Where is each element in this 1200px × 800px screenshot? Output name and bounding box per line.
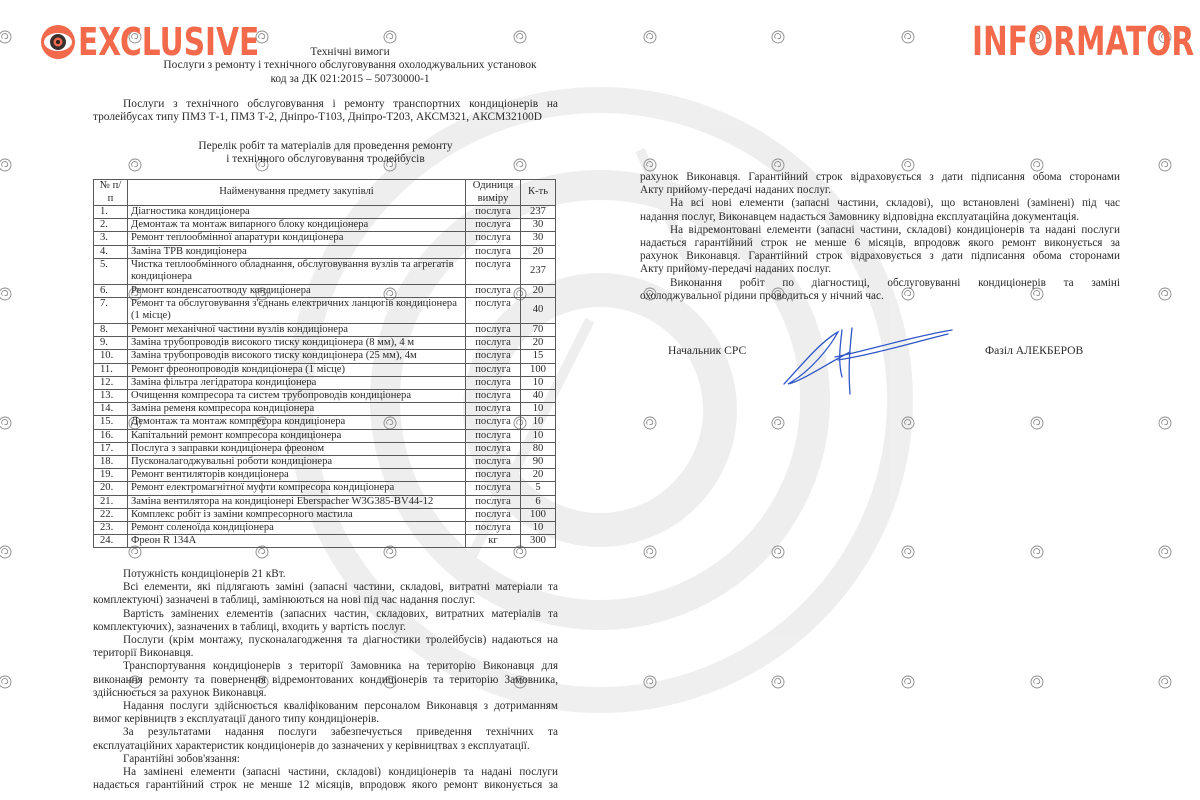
note-cost-1: Вартість замінених елементів (запасних частин, складових, витратних матеріалів та bbox=[123, 607, 558, 620]
row-number: 12. bbox=[94, 376, 128, 389]
row-unit: послуга bbox=[466, 376, 521, 389]
row-number: 7. bbox=[94, 298, 128, 324]
doc-subtitle: Послуги з ремонту і технічного обслуговування охолоджувальних установок bbox=[163, 59, 537, 72]
row-quantity: 10 bbox=[521, 403, 556, 416]
row-quantity: 10 bbox=[521, 522, 556, 535]
table-row bbox=[94, 219, 556, 232]
row-unit: послуга bbox=[466, 522, 521, 535]
col-header-name: Найменування предмету закупівлі bbox=[128, 180, 466, 206]
row-unit: послуга bbox=[466, 495, 521, 508]
watermark-swirl-icon bbox=[1158, 416, 1172, 430]
row-number: 14. bbox=[94, 403, 128, 416]
row-unit: послуга bbox=[466, 337, 521, 350]
table-row bbox=[94, 442, 556, 455]
watermark-swirl-icon bbox=[0, 30, 12, 44]
watermark-swirl-icon bbox=[901, 30, 915, 44]
row-unit: послуга bbox=[466, 298, 521, 324]
list-title bbox=[93, 140, 558, 167]
right-night-1: Виконання робіт по діагностиці, обслуговуванні кондиціонерів та заміні bbox=[670, 276, 1120, 289]
table-row bbox=[94, 376, 556, 389]
doc-code: код за ДК 021:2015 – 50730000-1 bbox=[270, 72, 430, 85]
note-replacement-1: Всі елементи, які підлягають заміні (запасні частини, складові, витратні матеріали та bbox=[123, 581, 558, 594]
row-unit: послуга bbox=[466, 390, 521, 403]
row-name: Ремонт теплообмінної апаратури кондиціонера bbox=[128, 232, 466, 245]
row-name: Фреон R 134A bbox=[128, 535, 466, 548]
row-unit: послуга bbox=[466, 284, 521, 297]
row-name: Заміна трубопроводів високого тиску кондиціонера (8 мм), 4 м bbox=[128, 337, 466, 350]
row-unit: послуга bbox=[466, 206, 521, 219]
document-header bbox=[120, 46, 580, 86]
row-name: Послуга з заправки кондиціонера фреоном bbox=[128, 442, 466, 455]
row-unit: послуга bbox=[466, 429, 521, 442]
table-row bbox=[94, 337, 556, 350]
row-unit: послуга bbox=[466, 508, 521, 521]
row-name: Ремонт механічної частини вузлів кондиціонера bbox=[128, 324, 466, 337]
row-name: Комплекс робіт із заміни компресорного мастила bbox=[128, 508, 466, 521]
row-name: Діагностика кондиціонера bbox=[128, 206, 466, 219]
doc-title: Технічні вимоги bbox=[310, 46, 390, 58]
watermark-swirl-icon bbox=[1158, 287, 1172, 301]
table-row bbox=[94, 403, 556, 416]
note-results-2: експлуатаційних характеристик кондиціонерів до зазначених у керівництвах з експлуатації. bbox=[93, 739, 530, 752]
row-unit: послуга bbox=[466, 482, 521, 495]
row-number: 17. bbox=[94, 442, 128, 455]
note-warranty-heading: Гарантійні зобов'язання: bbox=[123, 752, 240, 765]
watermark-swirl-icon bbox=[0, 545, 12, 559]
row-name: Пусконалагоджувальні роботи кондиціонера bbox=[128, 456, 466, 469]
right-night-2: охолоджувальної рідини проводиться у нічний час. bbox=[640, 289, 884, 302]
note-replacement-2: комплектуючі) зазначені в таблиці, замінюються на нові під час надання послуг. bbox=[93, 594, 476, 607]
list-title-line-1: Перелік робіт та матеріалів для проведення ремонту bbox=[198, 140, 453, 152]
right-repaired-1: На відремонтовані елементи (запасні частини, складові) кондиціонерів та надані послуги bbox=[670, 223, 1120, 236]
watermark-swirl-icon bbox=[1158, 545, 1172, 559]
row-unit: послуга bbox=[466, 245, 521, 258]
row-number: 13. bbox=[94, 390, 128, 403]
watermark-swirl-icon bbox=[643, 545, 657, 559]
watermark-swirl-icon bbox=[901, 545, 915, 559]
row-quantity: 20 bbox=[521, 284, 556, 297]
table-row bbox=[94, 390, 556, 403]
table-row bbox=[94, 206, 556, 219]
right-docs-2: надання послуг, Виконавцем надається Замовнику відповідна експлуатаційна документація. bbox=[640, 210, 1080, 223]
table-row bbox=[94, 324, 556, 337]
watermark-swirl-icon bbox=[901, 158, 915, 172]
table-row bbox=[94, 245, 556, 258]
row-name: Заміна ТРВ кондиціонера bbox=[128, 245, 466, 258]
service-line-1: Послуги з технічного обслуговування і ремонту транспортних кондиціонерів на bbox=[123, 98, 558, 110]
note-cost-2: комплектуючих), зазначених в таблиці, входить у вартість послуг. bbox=[93, 620, 406, 633]
row-number: 1. bbox=[94, 206, 128, 219]
row-quantity: 80 bbox=[521, 442, 556, 455]
watermark-swirl-icon bbox=[643, 675, 657, 689]
table-row bbox=[94, 284, 556, 297]
watermark-swirl-icon bbox=[383, 30, 397, 44]
table-row bbox=[94, 508, 556, 521]
row-number: 3. bbox=[94, 232, 128, 245]
right-warranty-1a: рахунок Виконавця. Гарантійний строк відраховується з дати підписання обома сторонами bbox=[640, 171, 1120, 183]
row-unit: послуга bbox=[466, 232, 521, 245]
watermark-swirl-icon bbox=[1158, 158, 1172, 172]
watermark-swirl-icon bbox=[0, 416, 12, 430]
row-quantity: 300 bbox=[521, 535, 556, 548]
row-name: Ремонт та обслуговування з'єднань електричних ланцюгів кондиціонера (1 місце) bbox=[128, 298, 466, 324]
row-number: 8. bbox=[94, 324, 128, 337]
row-number: 9. bbox=[94, 337, 128, 350]
row-quantity: 15 bbox=[521, 350, 556, 363]
row-number: 16. bbox=[94, 429, 128, 442]
row-quantity: 237 bbox=[521, 258, 556, 284]
informator-logo-text: INFORMATOR bbox=[972, 19, 1195, 65]
exclusive-logo-text: EXCLUSIVE bbox=[78, 20, 260, 64]
row-quantity: 5 bbox=[521, 482, 556, 495]
col-header-unit: Одиниця виміру bbox=[466, 180, 521, 206]
watermark-swirl-icon bbox=[513, 30, 527, 44]
table-row bbox=[94, 232, 556, 245]
table-row bbox=[94, 456, 556, 469]
row-number: 5. bbox=[94, 258, 128, 284]
table-row bbox=[94, 363, 556, 376]
row-name: Очищення компресора та систем трубопроводів кондиціонера bbox=[128, 390, 466, 403]
watermark-swirl-icon bbox=[771, 158, 785, 172]
row-unit: послуга bbox=[466, 469, 521, 482]
row-name: Ремонт електромагнітної муфти компресора кондиціонера bbox=[128, 482, 466, 495]
note-personnel-1: Надання послуги здійснюється кваліфікованим персоналом Виконавця з дотриманням bbox=[123, 700, 558, 713]
watermark-swirl-icon bbox=[1030, 545, 1044, 559]
watermark-swirl-icon bbox=[901, 675, 915, 689]
service-line-2: тролейбусах типу ПМЗ Т-1, ПМЗ Т-2, Дніпро-Т103, Дніпро-Т203, АКСМ321, АКСМ32100D bbox=[93, 111, 542, 124]
row-quantity: 6 bbox=[521, 495, 556, 508]
watermark-swirl-icon bbox=[1030, 158, 1044, 172]
row-number: 21. bbox=[94, 495, 128, 508]
row-number: 6. bbox=[94, 284, 128, 297]
service-description bbox=[93, 98, 558, 125]
row-quantity: 10 bbox=[521, 429, 556, 442]
row-unit: послуга bbox=[466, 363, 521, 376]
row-quantity: 100 bbox=[521, 508, 556, 521]
watermark-swirl-icon bbox=[0, 675, 12, 689]
note-warranty-2: надається гарантійний строк не менше 12 місяців, впродовж якого ремонт виконується за bbox=[93, 779, 558, 792]
row-name: Чистка теплообмінного обладнання, обслуговування вузлів та агрегатів кондиціонера bbox=[128, 258, 466, 284]
row-quantity: 100 bbox=[521, 363, 556, 376]
row-number: 23. bbox=[94, 522, 128, 535]
row-unit: послуга bbox=[466, 456, 521, 469]
row-unit: послуга bbox=[466, 219, 521, 232]
note-transport-3: здійснюється за рахунок Виконавця. bbox=[93, 686, 267, 699]
table-row bbox=[94, 298, 556, 324]
row-quantity: 40 bbox=[521, 390, 556, 403]
row-number: 11. bbox=[94, 363, 128, 376]
note-location-2: території Виконавця. bbox=[93, 647, 194, 660]
right-repaired-4: Акту прийому-передачі наданих послуг. bbox=[640, 263, 832, 276]
watermark-swirl-icon bbox=[0, 158, 12, 172]
eye-logo-icon bbox=[40, 24, 76, 60]
row-unit: послуга bbox=[466, 350, 521, 363]
row-number: 2. bbox=[94, 219, 128, 232]
row-number: 10. bbox=[94, 350, 128, 363]
row-quantity: 10 bbox=[521, 416, 556, 429]
row-quantity: 237 bbox=[521, 206, 556, 219]
col-header-qty: К-ть bbox=[521, 180, 556, 206]
row-name: Ремонт вентиляторів кондиціонера bbox=[128, 469, 466, 482]
watermark-swirl-icon bbox=[643, 158, 657, 172]
right-warranty-1b: Акту прийому-передачі наданих послуг. bbox=[640, 184, 832, 197]
note-warranty-1: На замінені елементи (запасні частини, складові) кондиціонерів та надані послуги bbox=[123, 766, 558, 779]
watermark-swirl-icon bbox=[901, 416, 915, 430]
note-personnel-2: вимог керівництв з експлуатації даного типу кондиціонерів. bbox=[93, 713, 380, 726]
table-row bbox=[94, 482, 556, 495]
row-number: 22. bbox=[94, 508, 128, 521]
row-unit: послуга bbox=[466, 416, 521, 429]
list-title-line-2: і технічного обслуговування тролейбусів bbox=[226, 153, 425, 166]
row-quantity: 20 bbox=[521, 469, 556, 482]
row-unit: послуга bbox=[466, 324, 521, 337]
row-number: 24. bbox=[94, 535, 128, 548]
left-notes bbox=[93, 568, 558, 792]
row-number: 15. bbox=[94, 416, 128, 429]
watermark-swirl-icon bbox=[771, 30, 785, 44]
row-unit: послуга bbox=[466, 403, 521, 416]
row-name: Заміна трубопроводів високого тиску кондиціонера (25 мм), 4м bbox=[128, 350, 466, 363]
works-table bbox=[93, 179, 556, 548]
signatory-position: Начальник СРС bbox=[668, 344, 747, 357]
right-docs-1: На всі нові елементи (запасні частини, складові), що встановлені (замінені) під час bbox=[670, 197, 1120, 210]
row-name: Заміна вентилятора на кондиціонері Eberspacher W3G385-BV44-12 bbox=[128, 495, 466, 508]
table-row bbox=[94, 535, 556, 548]
note-results-1: За результатами надання послуги забезпечується приведення технічних та bbox=[123, 726, 558, 739]
handwritten-signature bbox=[780, 322, 960, 397]
row-name: Капітальний ремонт компресора кондиціонера bbox=[128, 429, 466, 442]
table-row bbox=[94, 429, 556, 442]
row-number: 4. bbox=[94, 245, 128, 258]
note-transport-1: Транспортування кондиціонерів з території Замовника на територію Виконавця для bbox=[123, 660, 558, 673]
col-header-number: № п/п bbox=[94, 180, 128, 206]
informator-logo bbox=[972, 20, 1200, 64]
row-number: 19. bbox=[94, 469, 128, 482]
row-number: 18. bbox=[94, 456, 128, 469]
table-row bbox=[94, 469, 556, 482]
row-quantity: 70 bbox=[521, 324, 556, 337]
row-quantity: 20 bbox=[521, 337, 556, 350]
watermark-swirl-icon bbox=[1030, 416, 1044, 430]
row-quantity: 20 bbox=[521, 245, 556, 258]
row-name: Ремонт фреонопроводів кондиціонера (1 місце) bbox=[128, 363, 466, 376]
table-header-row bbox=[94, 180, 556, 206]
right-notes bbox=[640, 171, 1120, 303]
row-quantity: 10 bbox=[521, 376, 556, 389]
right-repaired-3: рахунок Виконавця. Гарантійний строк відраховується з дати підписання обома сторонами bbox=[640, 250, 1120, 263]
row-unit: послуга bbox=[466, 258, 521, 284]
note-location-1: Послуги (крім монтажу, пусконалагодження та діагностики тролейбусів) надаються на bbox=[123, 634, 558, 647]
row-name: Демонтаж та монтаж випарного блоку кондиціонера bbox=[128, 219, 466, 232]
watermark-swirl-icon bbox=[643, 416, 657, 430]
row-name: Заміна фільтра легідратора кондиціонера bbox=[128, 376, 466, 389]
watermark-swirl-icon bbox=[643, 30, 657, 44]
row-name: Ремонт соленоїда кондиціонера bbox=[128, 522, 466, 535]
watermark-swirl-icon bbox=[0, 287, 12, 301]
watermark-swirl-icon bbox=[1030, 675, 1044, 689]
watermark-swirl-icon bbox=[1158, 675, 1172, 689]
note-transport-2: виконання ремонту та повернення відремонтованих кондиціонерів та територію Замовника, bbox=[93, 673, 558, 686]
table-row bbox=[94, 350, 556, 363]
row-quantity: 90 bbox=[521, 456, 556, 469]
table-row bbox=[94, 495, 556, 508]
watermark-swirl-icon bbox=[771, 545, 785, 559]
signatory-name: Фазіл АЛЕКБЕРОВ bbox=[985, 344, 1084, 357]
note-power: Потужність кондиціонерів 21 кВт. bbox=[123, 568, 286, 580]
row-name: Ремонт конденсатоотводу кондиціонера bbox=[128, 284, 466, 297]
row-number: 20. bbox=[94, 482, 128, 495]
row-name: Заміна ременя компресора кондиціонера bbox=[128, 403, 466, 416]
row-quantity: 40 bbox=[521, 298, 556, 324]
row-quantity: 30 bbox=[521, 232, 556, 245]
table-row bbox=[94, 522, 556, 535]
row-unit: кг bbox=[466, 535, 521, 548]
row-unit: послуга bbox=[466, 442, 521, 455]
right-repaired-2: надається гарантійний строк не менше 6 місяців, впродовж якого ремонт виконується за bbox=[640, 237, 1120, 250]
watermark-swirl-icon bbox=[771, 675, 785, 689]
table-row bbox=[94, 416, 556, 429]
row-quantity: 30 bbox=[521, 219, 556, 232]
table-row bbox=[94, 258, 556, 284]
watermark-swirl-icon bbox=[771, 416, 785, 430]
row-name: Демонтаж та монтаж компресора кондиціонера bbox=[128, 416, 466, 429]
